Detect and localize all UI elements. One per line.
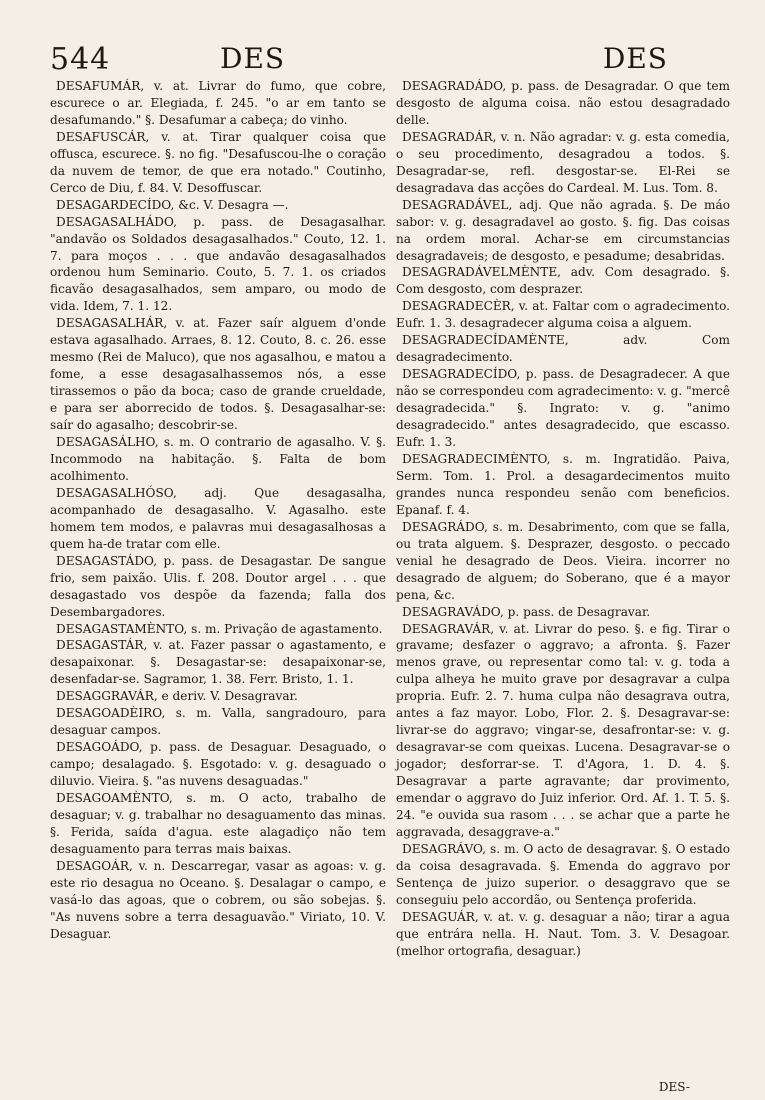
text-columns bbox=[50, 78, 730, 960]
page-number: 544 bbox=[50, 42, 111, 77]
entry: DESAGRADECÍDAMÈNTE, adv. Com desagradecimento. bbox=[396, 333, 730, 365]
entry: DESAGOÁR, v. n. Descarregar, vasar as agoas: v. g. este rio desagua no Oceano. §. Desalagar o campo, e vasá-lo das agoas, que o cobrem, ou são sobejas. §. "As nuvens sobre a terra desaguavão." Viriato, 10. V. Desaguar. bbox=[50, 858, 386, 941]
entry: DESAGRADECÍDO, p. pass. de Desagradecer. A que não se correspondeu com agradecimento: v. g. "mercê desagradecida." §. Ingrato: v. g. "animo desagradecido." antes desagradecido, que escasso. Eufr. 1. 3. bbox=[396, 367, 730, 450]
entry: DESAGASTÁR, v. at. Fazer passar o agastamento, e desapaixonar. §. Desagastar-se: desapaixonar-se, desenfadar-se. Sagramor, 1. 38. Ferr. Bristo, 1. 1. bbox=[50, 638, 386, 687]
entry: DESAGASTÁDO, p. pass. de Desagastar. De sangue frio, sem paixão. Ulis. f. 208. Doutor argel . . . que desagastado vos despõe da fazenda; falla dos Desembargadores. bbox=[50, 553, 386, 619]
entry: DESAGRADÁR, v. n. Não agradar: v. g. esta comedia, o seu procedimento, desagradou a todos. §. Desagradar-se, refl. desgostar-se. El-Rei se desagradava das acções do Cardeal. M. Lus. Tom. 8. bbox=[396, 129, 730, 195]
entry: DESAGRADÁVELMÈNTE, adv. Com desagrado. §. Com desgosto, com desprazer. bbox=[396, 265, 730, 297]
entry: DESAGASALHÁDO, p. pass. de Desagasalhar. "andavão os Soldados desagasalhados." Couto, 12. 1. 7. para moços . . . que andavão desagasalhados ordenou hum Seminario. Couto, 5. 7. 1. os criados ficavão desagasalhados, sem amparo, ou modo de vida. Idem, 7. 1. 12. bbox=[50, 214, 386, 314]
running-head-right: DES bbox=[602, 42, 668, 75]
entry: DESAGARDECÍDO, &c. V. Desagra —. bbox=[56, 197, 289, 212]
entry: DESAGRADECÈR, v. at. Faltar com o agradecimento. Eufr. 1. 3. desagradecer alguma coisa a alguem. bbox=[396, 299, 730, 331]
entry: DESAGRADÁVEL, adj. Que não agrada. §. De máo sabor: v. g. desagradavel ao gosto. §. fig. Das coisas na ordem moral. Achar-se em circumstancias desagradaveis; de desgosto, e pesadume; desabridas. bbox=[396, 197, 730, 263]
entry: DESAGOAMÈNTO, s. m. O acto, trabalho de desaguar; v. g. trabalhar no desaguamento das minas. §. Ferida, saída d'agua. este alagadiço não tem desaguamento para terras mais baixas. bbox=[50, 791, 386, 856]
entry: DESAGGRAVÁR, e deriv. V. Desagravar. bbox=[56, 689, 298, 704]
entry: DESAGOÁDO, p. pass. de Desaguar. Desaguado, o campo; desalagado. §. Esgotado: v. g. desaguado o diluvio. Vieira. §. "as nuvens desaguadas." bbox=[50, 740, 386, 789]
catchword: DES- bbox=[658, 1080, 690, 1094]
entry: DESAGASALHÁR, v. at. Fazer saír alguem d'onde estava agasalhado. Arraes, 8. 12. Couto, 8. c. 26. esse mesmo (Rei de Maluco), que nos agasalhou, e matou a fome, a esse desagasalhassemos nós, a esse tirassemos o pão da boca; caso de grande crueldade, e para ser aborrecido de todos. §. Desagasalhar-se: saír do agasalho; descobrir-se. bbox=[50, 316, 386, 433]
page-header bbox=[50, 40, 730, 80]
entry: DESAGRAVÁR, v. at. Livrar do peso. §. e fig. Tirar o gravame; desfazer o aggravo; a afronta. §. Fazer menos grave, ou representar como tal: v. g. toda a culpa alheya he muito grave por desagravar a culpa propria. Eufr. 2. 7. huma culpa não desagrava outra, antes a faz mayor. Lobo, Flor. 2. §. Desagravar-se: livrar-se do aggravo; vingar-se, desafrontar-se: v. g. desagravar-se com queixas. Lucena. Desagravar-se o jogador; desforrar-se. T. d'Agora, 1. D. 4. §. Desagravar a parte agravante; dar provimento, emendar o aggravo do Juiz inferior. Ord. Af. 1. T. 5. §. 24. "e ouvida sua rasom . . . se achar que a parte he aggravada, desaggrave-a." bbox=[396, 621, 730, 839]
entry: DESAGUÁR, v. at. v. g. desaguar a não; tirar a agua que entrára nella. H. Naut. Tom. 3. V. Desagoar. (melhor ortografia, desaguar.) bbox=[396, 909, 730, 958]
right-column bbox=[396, 78, 730, 960]
entry: DESAGASTAMÈNTO, s. m. Privação de agastamento. bbox=[56, 621, 383, 636]
entry: DESAGASÁLHO, s. m. O contrario de agasalho. V. §. Incommodo na habitação. §. Falta de bom acolhimento. bbox=[50, 435, 386, 483]
running-head-left: DES bbox=[220, 42, 286, 75]
dictionary-page bbox=[50, 40, 730, 1094]
left-column bbox=[50, 78, 386, 960]
entry: DESAFUSCÁR, v. at. Tirar qualquer coisa que offusca, escurece. §. no fig. "Desafuscou-lhe o coração da nuvem de temor, de que era notado." Coutinho, Cerco de Diu, f. 84. V. Desoffuscar. bbox=[50, 129, 386, 195]
entry: DESAGRADÁDO, p. pass. de Desagradar. O que tem desgosto de alguma coisa. não estou desagradado delle. bbox=[396, 79, 730, 127]
entry: DESAGRÁVO, s. m. O acto de desagravar. §. O estado da coisa desagravada. §. Emenda do aggravo por Sentença de juizo superior. o desaggravo que se conseguiu pelo accordão, ou Sentença proferida. bbox=[396, 841, 730, 907]
entry: DESAGRADECIMÈNTO, s. m. Ingratidão. Paiva, Serm. Tom. 1. Prol. a desagardecimentos muito grandes nunca respondeu senão com beneficios. Epanaf. f. 4. bbox=[396, 451, 730, 517]
entry: DESAGRÁDO, s. m. Desabrimento, com que se falla, ou trata alguem. §. Desprazer, desgosto. o peccado venial he desagrado de Deos. Vieira. incorrer no desagrado de alguem; do Soberano, que é a mayor pena, &c. bbox=[396, 519, 730, 602]
entry: DESAFUMÁR, v. at. Livrar do fumo, que cobre, escurece o ar. Elegiada, f. 245. "o ar em tanto se desafumando." §. Desafumar a cabeça; do vinho. bbox=[50, 79, 386, 127]
entry: DESAGASALHÓSO, adj. Que desagasalha, acompanhado de desagasalho. V. Agasalho. este homem tem modos, e palavras mui desagasalhosas a quem ha-de tratar com elle. bbox=[50, 485, 386, 551]
entry: DESAGRAVÁDO, p. pass. de Desagravar. bbox=[402, 604, 651, 619]
entry: DESAGOADÈIRO, s. m. Valla, sangradouro, para desaguar campos. bbox=[50, 706, 386, 738]
